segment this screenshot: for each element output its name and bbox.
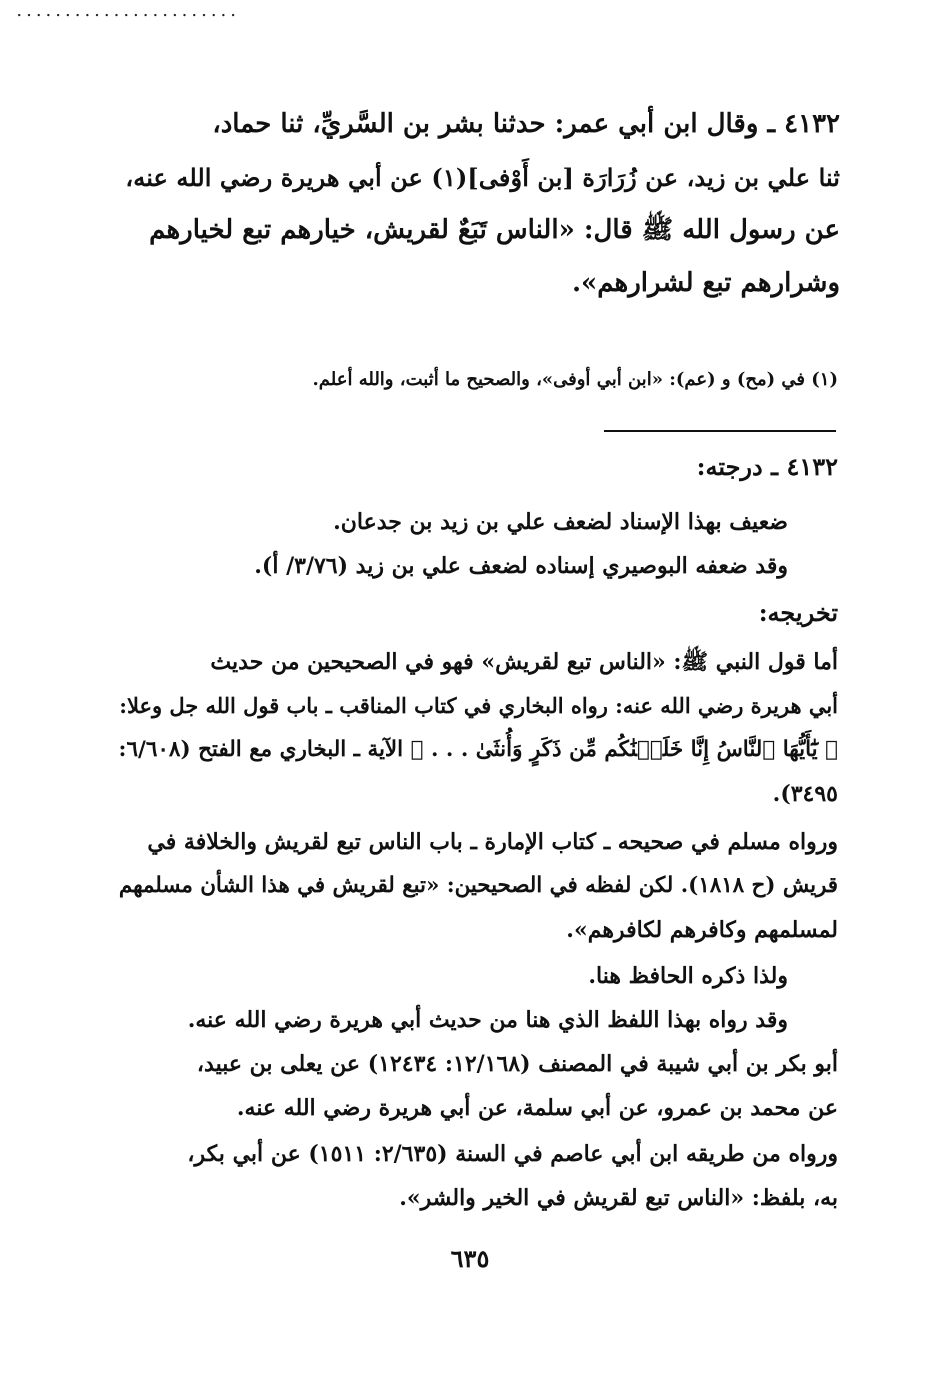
footnote-separator-dots: ....................... [16,0,240,21]
takhrij-paragraph [104,1132,838,1220]
paragraph-line: ورواه مسلم في صحيحه ـ كتاب الإمارة ـ باب الناس تبع لقريش والخلافة في [147,829,838,855]
footnote [108,364,838,396]
takhrij-paragraph [104,640,838,816]
takhrij-paragraph [54,998,788,1042]
paragraph-line: أبو بكر بن أبي شيبة في المصنف (١٢/١٦٨: ١٢٤٣٤) عن يعلى بن عبيد، [196,1051,838,1077]
paragraph-line: أبي هريرة رضي الله عنه: رواه البخاري في كتاب المناقب ـ باب قول الله جل وعلا: [119,693,838,718]
paragraph-line: ٣٤٩٥). [772,781,838,807]
paragraph-line: قريش (ح ١٨١٨). لكن لفظه في الصحيحين: «تبع لقريش في هذا الشأن مسلمهم [118,873,838,898]
hadith-line: ثنا علي بن زيد، عن زُرَارَة [بن أَوْفى](١) عن أبي هريرة رضي الله عنه، [125,163,840,192]
section-divider [604,430,836,432]
grade-text [108,500,788,588]
paragraph-line: لمسلمهم وكافرهم لكافرهم». [566,917,838,943]
hadith-line: وشرارهم تبع لشرارهم». [571,268,840,298]
paragraph-line: ﴿ يَٰٓأَيُّهَا ٱلنَّاسُ إِنَّا خَلَقۡنَٰكُم مِّن ذَكَرٍ وَأُنثَىٰ . . . ﴾ الآية ـ البخاري مع الفتح (٦/٦٠٨: [118,737,838,762]
grade-line: وقد ضعفه البوصيري إسناده لضعف علي بن زيد (٣/٧٦/ أ). [254,553,788,579]
takhrij-paragraph [104,820,838,952]
paragraph-line: أما قول النبي ﷺ: «الناس تبع لقريش» فهو في الصحيحين من حديث [210,649,838,675]
hadith-line: ٤١٣٢ ـ وقال ابن أبي عمر: حدثنا بشر بن السَّريِّ، ثنا حماد، [212,109,840,139]
takhrij-paragraph [54,954,788,998]
paragraph-line: ولذا ذكره الحافظ هنا. [588,963,788,989]
paragraph-line: وقد رواه بهذا اللفظ الذي هنا من حديث أبي هريرة رضي الله عنه. [187,1007,788,1033]
takhrij-paragraph [104,1042,838,1130]
page-number: ٦٣٥ [450,1244,490,1273]
paragraph-line: ورواه من طريقه ابن أبي عاصم في السنة (٢/٦٣٥: ١٥١١) عن أبي بكر، [187,1141,838,1167]
grade-line: ضعيف بهذا الإسناد لضعف علي بن زيد بن جدعان. [333,509,788,535]
hadith-text [110,98,840,310]
grade-heading: ٤١٣٢ ـ درجته: [696,452,838,481]
paragraph-line: به، بلفظ: «الناس تبع لقريش في الخير والشر». [399,1185,838,1211]
hadith-line: عن رسول الله ﷺ قال: «الناس تَبَعٌ لقريش، خيارهم تبع لخيارهم [149,215,840,245]
takhrij-heading: تخريجه: [758,598,838,627]
paragraph-line: عن محمد بن عمرو، عن أبي سلمة، عن أبي هريرة رضي الله عنه. [236,1095,838,1121]
footnote-text: (١) في (مح) و (عم): «ابن أبي أوفى»، والصحيح ما أثبت، والله أعلم. [312,369,838,390]
